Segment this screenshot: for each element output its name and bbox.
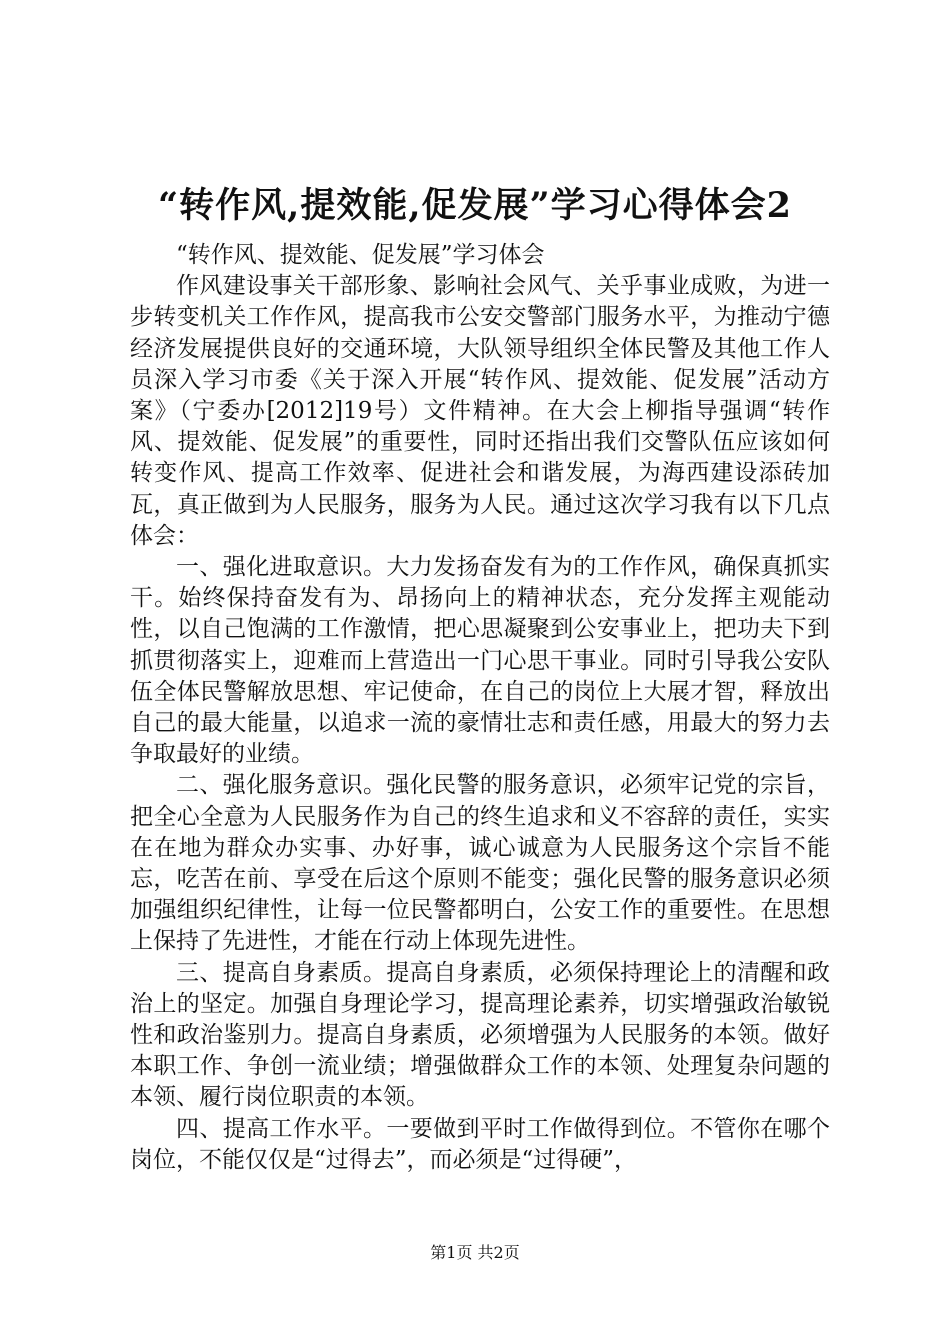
- paragraph-point-4: 四、提高工作水平。一要做到平时工作做得到位。不管你在哪个岗位，不能仅仅是“过得去”，而必须是“过得硬”，: [130, 1115, 830, 1173]
- paragraph-point-1: 一、强化进取意识。大力发扬奋发有为的工作作风，确保真抓实干。始终保持奋发有为、昂扬向上的精神状态，充分发挥主观能动性，以自己饱满的工作激情，把心思凝聚到公安事业上，把功夫下到抓贯彻落实上，迎难而上营造出一门心思干事业。同时引导我公安队伍全体民警解放思想、牢记使命，在自己的岗位上大展才智，释放出自己的最大能量，以追求一流的豪情壮志和责任感，用最大的努力去争取最好的业绩。: [130, 554, 830, 768]
- paragraph-point-3: 三、提高自身素质。提高自身素质，必须保持理论上的清醒和政治上的坚定。加强自身理论学习，提高理论素养，切实增强政治敏锐性和政治鉴别力。提高自身素质，必须增强为人民服务的本领。做好本职工作、争创一流业绩；增强做群众工作的本领、处理复杂问题的本领、履行岗位职责的本领。: [130, 959, 830, 1111]
- paragraph-point-2: 二、强化服务意识。强化民警的服务意识，必须牢记党的宗旨，把全心全意为人民服务作为自己的终生追求和义不容辞的责任，实实在在地为群众办实事、办好事，诚心诚意为人民服务这个宗旨不能忘，吃苦在前、享受在后这个原则不能变；强化民警的服务意识必须加强组织纪律性，让每一位民警都明白，公安工作的重要性。在思想上保持了先进性，才能在行动上体现先进性。: [130, 772, 830, 955]
- page-number-footer: 第1页 共2页: [430, 1243, 520, 1262]
- document-body: [130, 240, 830, 1176]
- document-title: “转作风,提效能,促发展”学习心得体会2: [158, 185, 792, 226]
- paragraph-intro: 作风建设事关干部形象、影响社会风气、关乎事业成败，为进一步转变机关工作作风，提高我市公安交警部门服务水平，为推动宁德经济发展提供良好的交通环境，大队领导组织全体民警及其他工作人员深入学习市委《关于深入开展“转作风、提效能、促发展”活动方案》（宁委办[2012]19号）文件精神。在大会上柳指导强调“转作风、提效能、促发展”的重要性，同时还指出我们交警队伍应该如何转变作风、提高工作效率、促进社会和谐发展，为海西建设添砖加瓦，真正做到为人民服务，服务为人民。通过这次学习我有以下几点体会：: [130, 273, 830, 549]
- document-subtitle: “转作风、提效能、促发展”学习体会: [176, 242, 545, 268]
